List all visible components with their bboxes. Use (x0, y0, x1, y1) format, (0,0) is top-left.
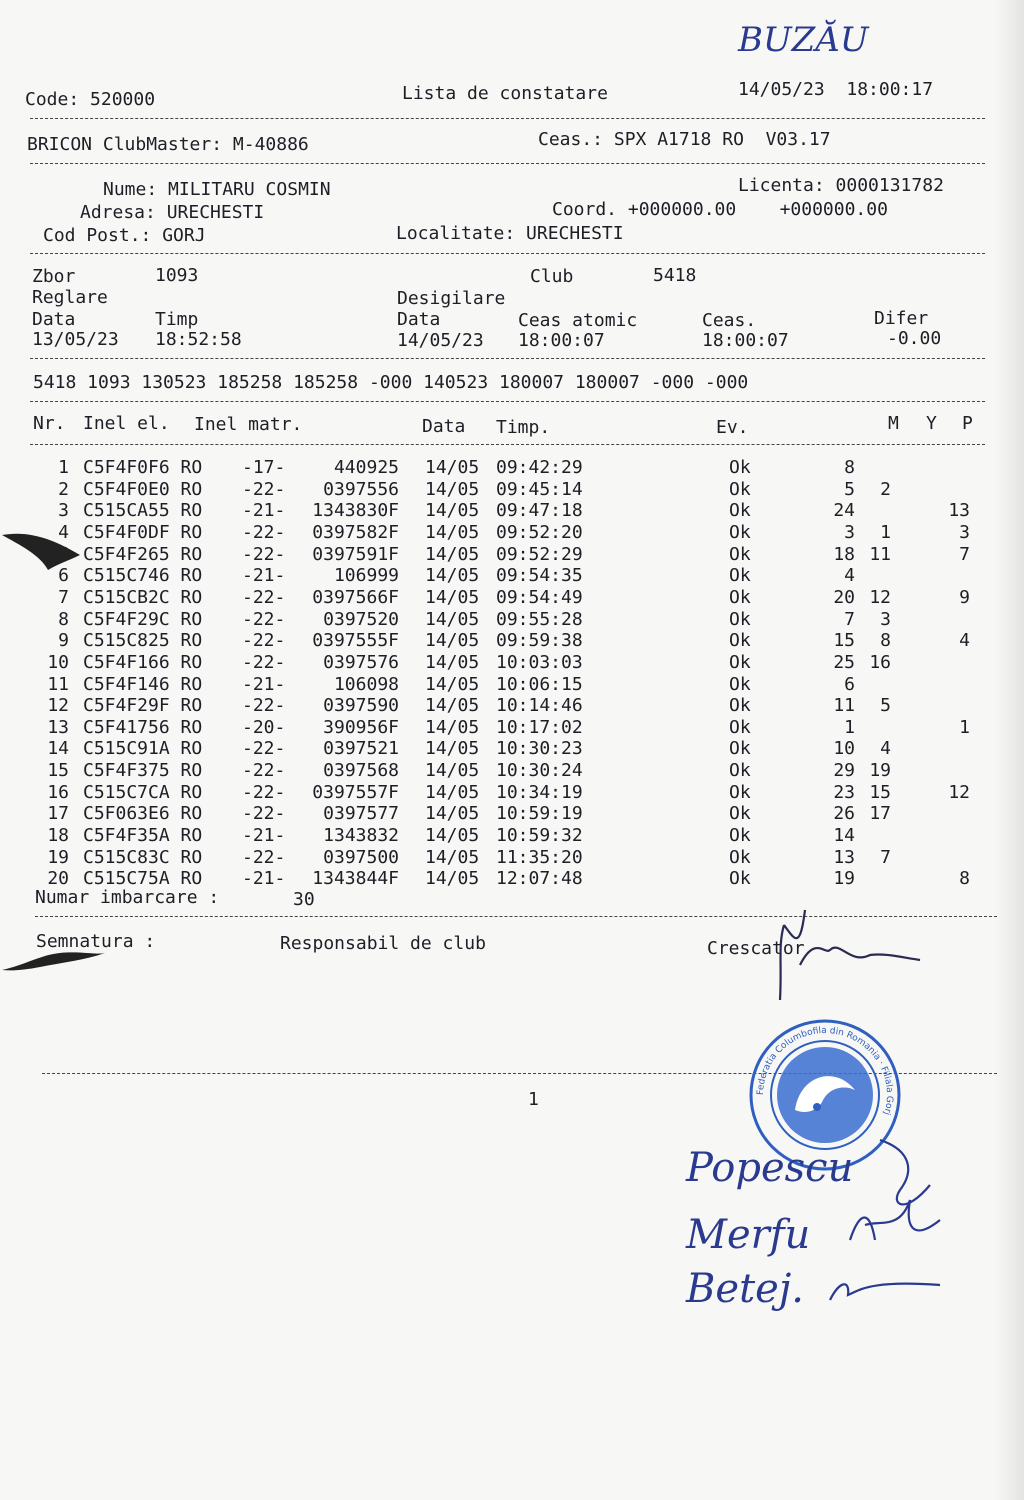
cell-m: 14 (833, 825, 855, 847)
cell-ring-matr: 0397500 (323, 846, 399, 868)
cell-year: -22- (242, 738, 286, 760)
cell-m: 24 (833, 500, 855, 522)
col-header-nr: Nr. (33, 413, 66, 434)
cell-y: 5 (880, 695, 891, 717)
cell-nr: 17 (47, 803, 69, 825)
cell-ring-el: C515C91A RO (83, 738, 203, 760)
separator (30, 118, 985, 119)
cell-m: 15 (833, 630, 855, 652)
cell-m: 20 (833, 586, 855, 608)
cell-date: 14/05 (425, 803, 480, 825)
cell-y: 7 (880, 846, 891, 868)
cell-time: 09:52:20 (496, 521, 583, 543)
reglare-time: 18:52:58 (155, 329, 242, 350)
reglare-date-label: Data (32, 309, 76, 330)
cell-year: -22- (242, 781, 286, 803)
cell-ev: Ok (729, 586, 751, 608)
cell-p: 8 (959, 868, 970, 890)
cell-m: 6 (844, 673, 855, 695)
ink-smudge (0, 945, 110, 975)
cell-ring-el: C5F4F0DF RO (83, 521, 203, 543)
cell-ring-el: C515C825 RO (83, 630, 203, 652)
cell-ev: Ok (729, 760, 751, 782)
cell-date: 14/05 (425, 651, 480, 673)
cell-ring-el: C5F4F29C RO (83, 608, 203, 630)
cell-ring-matr: 106098 (333, 673, 399, 695)
col-header-m: M (888, 413, 899, 434)
separator (30, 444, 985, 445)
cell-y: 19 (869, 760, 891, 782)
cell-year: -21- (242, 500, 286, 522)
cell-nr: 14 (47, 738, 69, 760)
reglare-time-label: Timp (155, 309, 199, 330)
clock-time: 18:00:07 (702, 330, 789, 351)
cell-ring-el: C5F4F35A RO (83, 825, 203, 847)
cell-date: 14/05 (425, 608, 480, 630)
cell-m: 11 (833, 695, 855, 717)
cell-nr: 15 (47, 760, 69, 782)
owner-postal-code: Cod Post.: GORJ (43, 225, 206, 246)
committee-initials (820, 1130, 960, 1320)
cell-ring-matr: 0397566F (312, 586, 399, 608)
cell-ring-matr: 0397521 (323, 738, 399, 760)
cell-ev: Ok (729, 457, 751, 478)
owner-name: Nume: MILITARU COSMIN (103, 179, 331, 200)
separator (30, 401, 985, 402)
cell-time: 09:59:38 (496, 630, 583, 652)
committee-signature-2: Merfu (686, 1212, 811, 1258)
cell-time: 10:03:03 (496, 651, 583, 673)
cell-ring-matr: 0397576 (323, 651, 399, 673)
cell-m: 10 (833, 738, 855, 760)
cell-ev: Ok (729, 521, 751, 543)
cell-time: 09:55:28 (496, 608, 583, 630)
cell-ring-el: C515C7CA RO (83, 781, 203, 803)
cell-date: 14/05 (425, 738, 480, 760)
cell-nr: 4 (58, 521, 69, 543)
cell-nr: 10 (47, 651, 69, 673)
cell-nr: 1 (58, 457, 69, 478)
cell-ring-matr: 0397555F (312, 630, 399, 652)
cell-date: 14/05 (425, 825, 480, 847)
cell-year: -22- (242, 630, 286, 652)
cell-m: 18 (833, 543, 855, 565)
col-header-date: Data (422, 416, 466, 437)
cell-p: 12 (948, 781, 970, 803)
cell-m: 29 (833, 760, 855, 782)
cell-ring-el: C5F4F0E0 RO (83, 478, 203, 500)
cell-time: 10:14:46 (496, 695, 583, 717)
cell-nr: 20 (47, 868, 69, 890)
cell-time: 10:30:23 (496, 738, 583, 760)
owner-address: Adresa: URECHESTI (80, 202, 265, 223)
cell-m: 4 (844, 565, 855, 587)
desigilare-date-label: Data (397, 309, 441, 330)
cell-ring-matr: 0397590 (323, 695, 399, 717)
cell-ring-matr: 0397520 (323, 608, 399, 630)
cell-ring-matr: 0397556 (323, 478, 399, 500)
cell-year: -21- (242, 868, 286, 890)
separator (30, 358, 985, 359)
cell-m: 5 (844, 478, 855, 500)
cell-p: 4 (959, 630, 970, 652)
cell-nr: 6 (58, 565, 69, 587)
cell-ev: Ok (729, 500, 751, 522)
boarding-count-label: Numar imbarcare : (35, 887, 220, 908)
col-header-ring-el: Inel el. (83, 413, 170, 434)
cell-year: -20- (242, 716, 286, 738)
col-header-ring-matr: Inel matr. (194, 414, 303, 435)
cell-year: -22- (242, 608, 286, 630)
col-header-p: P (962, 413, 973, 434)
cell-date: 14/05 (425, 760, 480, 782)
cell-date: 14/05 (425, 716, 480, 738)
cell-ring-matr: 1343830F (312, 500, 399, 522)
cell-year: -21- (242, 565, 286, 587)
cell-y: 11 (869, 543, 891, 565)
cell-p: 3 (959, 521, 970, 543)
cell-year: -22- (242, 543, 286, 565)
cell-y: 15 (869, 781, 891, 803)
cell-ring-el: C515CB2C RO (83, 586, 203, 608)
cell-date: 14/05 (425, 478, 480, 500)
breeder-signature (760, 895, 930, 1010)
cell-nr: 9 (58, 630, 69, 652)
cell-year: -22- (242, 651, 286, 673)
cell-time: 10:06:15 (496, 673, 583, 695)
signature-label: Semnatura : (36, 931, 156, 952)
cell-time: 09:45:14 (496, 478, 583, 500)
cell-m: 25 (833, 651, 855, 673)
cell-ev: Ok (729, 846, 751, 868)
cell-ring-el: C5F4F166 RO (83, 651, 203, 673)
flight-label: Zbor (32, 266, 76, 287)
cell-ring-matr: 1343844F (312, 868, 399, 890)
cell-nr: 11 (47, 673, 69, 695)
cell-date: 14/05 (425, 781, 480, 803)
cell-ring-el: C5F4F0F6 RO (83, 457, 203, 478)
desigilare-date: 14/05/23 (397, 330, 484, 351)
cell-time: 12:07:48 (496, 868, 583, 890)
cell-ring-el: C515CA55 RO (83, 500, 203, 522)
cell-y: 2 (880, 478, 891, 500)
cell-time: 10:59:19 (496, 803, 583, 825)
cell-ring-el: C515C75A RO (83, 868, 203, 890)
cell-y: 3 (880, 608, 891, 630)
cell-time: 09:52:29 (496, 543, 583, 565)
cell-ev: Ok (729, 565, 751, 587)
breeder-label: Crescator (707, 938, 805, 959)
cell-nr: 3 (58, 500, 69, 522)
cell-ev: Ok (729, 738, 751, 760)
page-number: 1 (528, 1089, 539, 1110)
cell-ring-matr: 440925 (333, 457, 399, 478)
cell-m: 19 (833, 868, 855, 890)
difference-label: Difer (874, 308, 929, 329)
cell-nr: 7 (58, 586, 69, 608)
cell-date: 14/05 (425, 586, 480, 608)
owner-locality: Localitate: URECHESTI (396, 223, 624, 244)
cell-nr: 18 (47, 825, 69, 847)
clock-label: Ceas. (702, 310, 757, 331)
clock-difference: -0.00 (887, 328, 942, 349)
cell-ev: Ok (729, 673, 751, 695)
cell-m: 23 (833, 781, 855, 803)
flight-code-line: 5418 1093 130523 185258 185258 -000 140523 180007 180007 -000 -000 (33, 372, 749, 393)
col-header-ev: Ev. (716, 417, 749, 438)
cell-date: 14/05 (425, 695, 480, 717)
col-header-time: Timp. (496, 417, 551, 438)
cell-m: 13 (833, 846, 855, 868)
cell-ring-matr: 0397582F (312, 521, 399, 543)
cell-ev: Ok (729, 825, 751, 847)
cell-ring-matr: 0397557F (312, 781, 399, 803)
cell-ev: Ok (729, 608, 751, 630)
cell-nr: 16 (47, 781, 69, 803)
cell-date: 14/05 (425, 846, 480, 868)
handwritten-location-note: BUZĂU (738, 20, 869, 60)
cell-year: -22- (242, 478, 286, 500)
cell-year: -21- (242, 673, 286, 695)
cell-y: 16 (869, 651, 891, 673)
cell-p: 13 (948, 500, 970, 522)
cell-ring-el: C5F4F29F RO (83, 695, 203, 717)
cell-time: 09:54:35 (496, 565, 583, 587)
cell-ev: Ok (729, 716, 751, 738)
cell-year: -21- (242, 825, 286, 847)
clubmaster-id: BRICON ClubMaster: M-40886 (27, 134, 309, 155)
cell-ring-matr: 0397568 (323, 760, 399, 782)
cell-time: 11:35:20 (496, 846, 583, 868)
cell-p: 9 (959, 586, 970, 608)
cell-m: 26 (833, 803, 855, 825)
cell-ring-el: C5F41756 RO (83, 716, 203, 738)
cell-date: 14/05 (425, 457, 480, 478)
cell-ev: Ok (729, 868, 751, 890)
cell-nr: 12 (47, 695, 69, 717)
committee-signature-3: Betej. (686, 1266, 804, 1312)
cell-date: 14/05 (425, 565, 480, 587)
col-header-y: Y (926, 413, 937, 434)
report-datetime: 14/05/23 18:00:17 (738, 79, 934, 100)
cell-time: 10:17:02 (496, 716, 583, 738)
cell-m: 1 (844, 716, 855, 738)
cell-time: 09:47:18 (496, 500, 583, 522)
cell-ring-matr: 1343832 (323, 825, 399, 847)
atomic-clock-label: Ceas atomic (518, 310, 638, 331)
reglare-date: 13/05/23 (32, 329, 119, 350)
cell-year: -22- (242, 846, 286, 868)
cell-year: -17- (242, 457, 286, 478)
cell-m: 7 (844, 608, 855, 630)
owner-coordinates: Coord. +000000.00 +000000.00 (552, 199, 888, 220)
cell-y: 8 (880, 630, 891, 652)
flight-number: 1093 (155, 265, 199, 286)
cell-nr: 13 (47, 716, 69, 738)
cell-year: -22- (242, 586, 286, 608)
boarding-count: 30 (293, 889, 315, 910)
page-edge-shadow (994, 0, 1024, 1500)
cell-ring-matr: 106999 (333, 565, 399, 587)
ink-smudge (0, 515, 110, 575)
report-code: Code: 520000 (25, 89, 156, 110)
cell-time: 09:54:49 (496, 586, 583, 608)
cell-y: 17 (869, 803, 891, 825)
cell-ring-el: C5F4F146 RO (83, 673, 203, 695)
clock-id: Ceas.: SPX A1718 RO V03.17 (538, 129, 831, 150)
cell-nr: 2 (58, 478, 69, 500)
desigilare-label: Desigilare (397, 288, 506, 309)
cell-p: 1 (959, 716, 970, 738)
separator (30, 163, 985, 164)
cell-year: -22- (242, 695, 286, 717)
cell-ring-el: C515C746 RO (83, 565, 203, 587)
cell-time: 09:42:29 (496, 457, 583, 478)
cell-nr: 19 (47, 846, 69, 868)
cell-ring-el: C5F063E6 RO (83, 803, 203, 825)
cell-date: 14/05 (425, 673, 480, 695)
atomic-clock-time: 18:00:07 (518, 330, 605, 351)
club-responsible-label: Responsabil de club (280, 933, 486, 954)
cell-year: -22- (242, 803, 286, 825)
cell-ev: Ok (729, 630, 751, 652)
club-number: 5418 (653, 265, 697, 286)
cell-y: 1 (880, 521, 891, 543)
club-label: Club (530, 266, 574, 287)
cell-time: 10:59:32 (496, 825, 583, 847)
cell-m: 8 (844, 457, 855, 478)
cell-ev: Ok (729, 543, 751, 565)
cell-date: 14/05 (425, 630, 480, 652)
separator (30, 253, 985, 254)
owner-license: Licenta: 0000131782 (738, 175, 944, 196)
cell-date: 14/05 (425, 868, 480, 890)
cell-time: 10:34:19 (496, 781, 583, 803)
cell-ring-el: C5F4F265 RO (83, 543, 203, 565)
cell-ev: Ok (729, 781, 751, 803)
cell-ring-matr: 0397577 (323, 803, 399, 825)
cell-ring-matr: 390956F (323, 716, 399, 738)
cell-ring-matr: 0397591F (312, 543, 399, 565)
cell-m: 3 (844, 521, 855, 543)
cell-date: 14/05 (425, 543, 480, 565)
cell-y: 4 (880, 738, 891, 760)
cell-date: 14/05 (425, 521, 480, 543)
cell-nr: 8 (58, 608, 69, 630)
cell-ring-el: C515C83C RO (83, 846, 203, 868)
cell-ev: Ok (729, 478, 751, 500)
cell-time: 10:30:24 (496, 760, 583, 782)
reglare-label: Reglare (32, 287, 108, 308)
cell-ev: Ok (729, 695, 751, 717)
stamp-ring-text: Federatia Columbofila din Romania · Filiala Gorj (755, 1025, 895, 1117)
report-title: Lista de constatare (402, 83, 608, 104)
cell-y: 12 (869, 586, 891, 608)
cell-ev: Ok (729, 651, 751, 673)
cell-year: -22- (242, 521, 286, 543)
cell-p: 7 (959, 543, 970, 565)
cell-ev: Ok (729, 803, 751, 825)
cell-year: -22- (242, 760, 286, 782)
committee-signature-1: Popescu (686, 1145, 854, 1191)
cell-date: 14/05 (425, 500, 480, 522)
cell-ring-el: C5F4F375 RO (83, 760, 203, 782)
